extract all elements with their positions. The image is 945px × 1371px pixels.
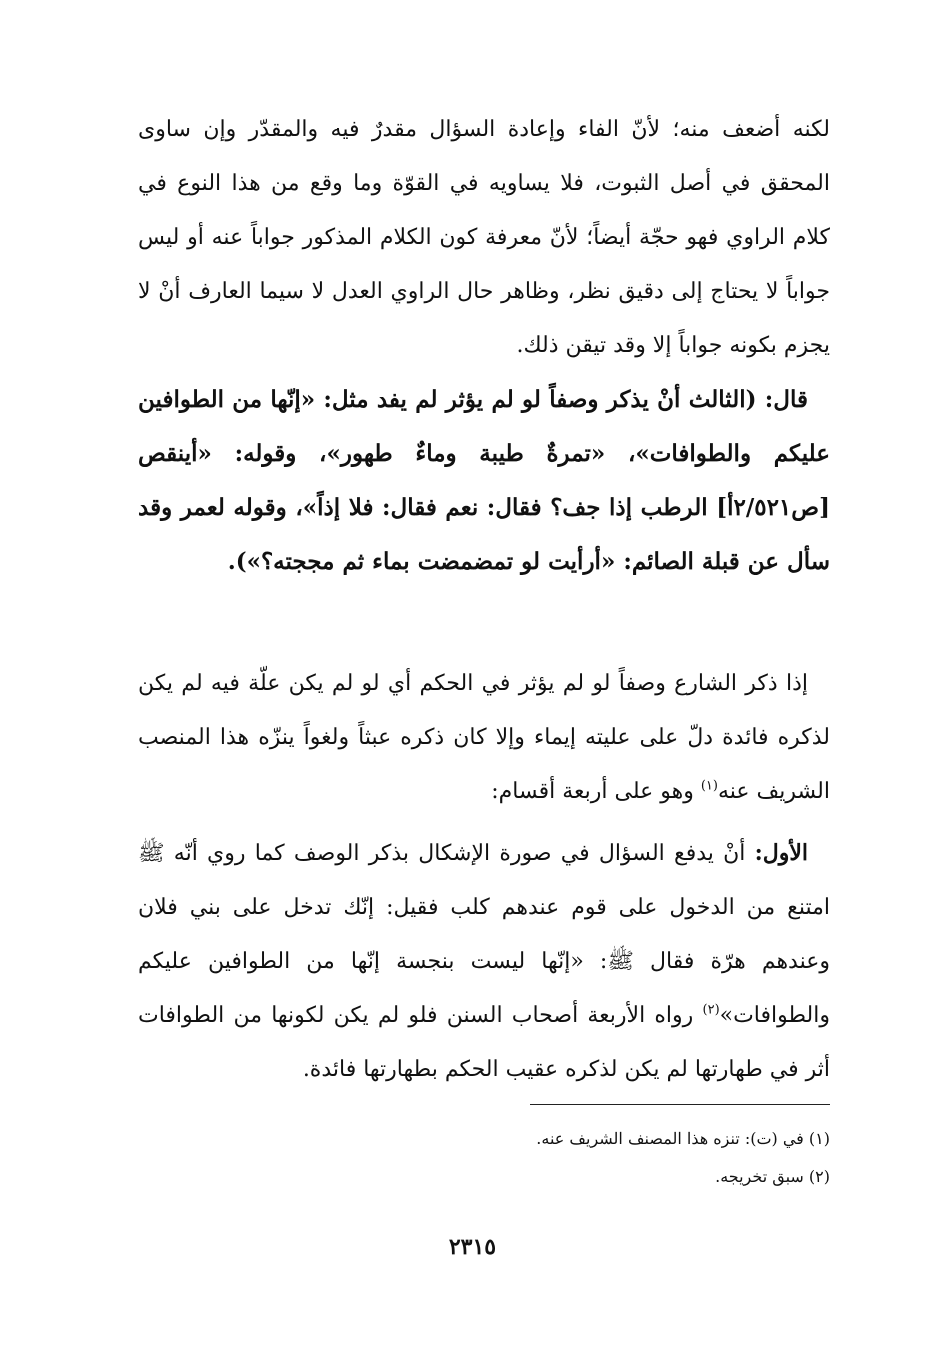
- paragraph-4: [138, 826, 830, 1097]
- paragraph-2-text: قال: (الثالث أنْ يذكر وصفاً لو لم يؤثر لم يفد مثل: «إنّها من الطوافين عليكم والطوافات»، «تمرةٌ طيبة وماءٌ طهور»، وقوله: «أينقص [ص٢/٥٢١أ] الرطب إذا جف؟ فقال: نعم فقال: فلا إذاً»، وقوله لعمر وقد سأل عن قبلة الصائم: «أرأيت لو تمضمضت بماء ثم مججته؟»).: [138, 386, 830, 575]
- footnote-ref-1[interactable]: (١): [700, 778, 718, 794]
- footnote-divider: [530, 1104, 830, 1105]
- footnote-1: (١) في (ت): تنزه هذا المصنف الشريف عنه.: [536, 1129, 830, 1148]
- paragraph-1-text: لكنه أضعف منه؛ لأنّ الفاء وإعادة السؤال مقدرٌ فيه والمقدّر وإن ساوى المحقق في أصل الثبوت، فلا يساويه في القوّة وما وقع من هذا النوع في كلام الراوي فهو حجّة أيضاً؛ لأنّ معرفة كون الكلام المذكور جواباً عنه أو ليس جواباً لا يحتاج إلى دقيق نظر، وظاهر حال الراوي العدل لا سيما العارف أنْ لا يجزم بكونه جواباً إلا وقد تيقن ذلك.: [138, 117, 830, 358]
- paragraph-3-text: إذا ذكر الشارع وصفاً لو لم يؤثر في الحكم أي لو لم يكن علّة فيه لم يكن لذكره فائدة دلّ على عليته إيماء وإلا كان ذكره عبثاً ولغواً ينزّه هذا المنصب الشريف عنه: [138, 671, 830, 804]
- paragraph-3: [138, 657, 830, 819]
- footnote-ref-2[interactable]: (٢): [702, 1002, 720, 1018]
- page-number: ٢٣١٥: [448, 1234, 497, 1260]
- paragraph-2-quoted-text: [138, 373, 830, 589]
- paragraph-4-text: أنْ يدفع السؤال في صورة الإشكال بذكر الوصف كما روي أنّه ﷺ امتنع من الدخول على قوم عندهم كلب فقيل: إنّك تدخل على بني فلان وعندهم هرّة فقال ﷺ: «إنّها ليست بنجسة إنّها من الطوافين عليكم والطوافات»: [138, 841, 830, 1028]
- paragraph-4-lead: الأول:: [754, 840, 808, 866]
- paragraph-3-text-end: وهو على أربعة أقسام:: [491, 779, 701, 804]
- footnotes: [138, 1120, 830, 1196]
- paragraph-4-text-end: رواه الأربعة أصحاب السنن فلو لم يكن لكونها من الطوافات أثر في طهارتها لم يكن لذكره عقيب الحكم بطهارتها فائدة.: [138, 1003, 830, 1082]
- footnote-2: (٢) سبق تخريجه.: [715, 1167, 830, 1186]
- paragraph-1: [138, 103, 830, 373]
